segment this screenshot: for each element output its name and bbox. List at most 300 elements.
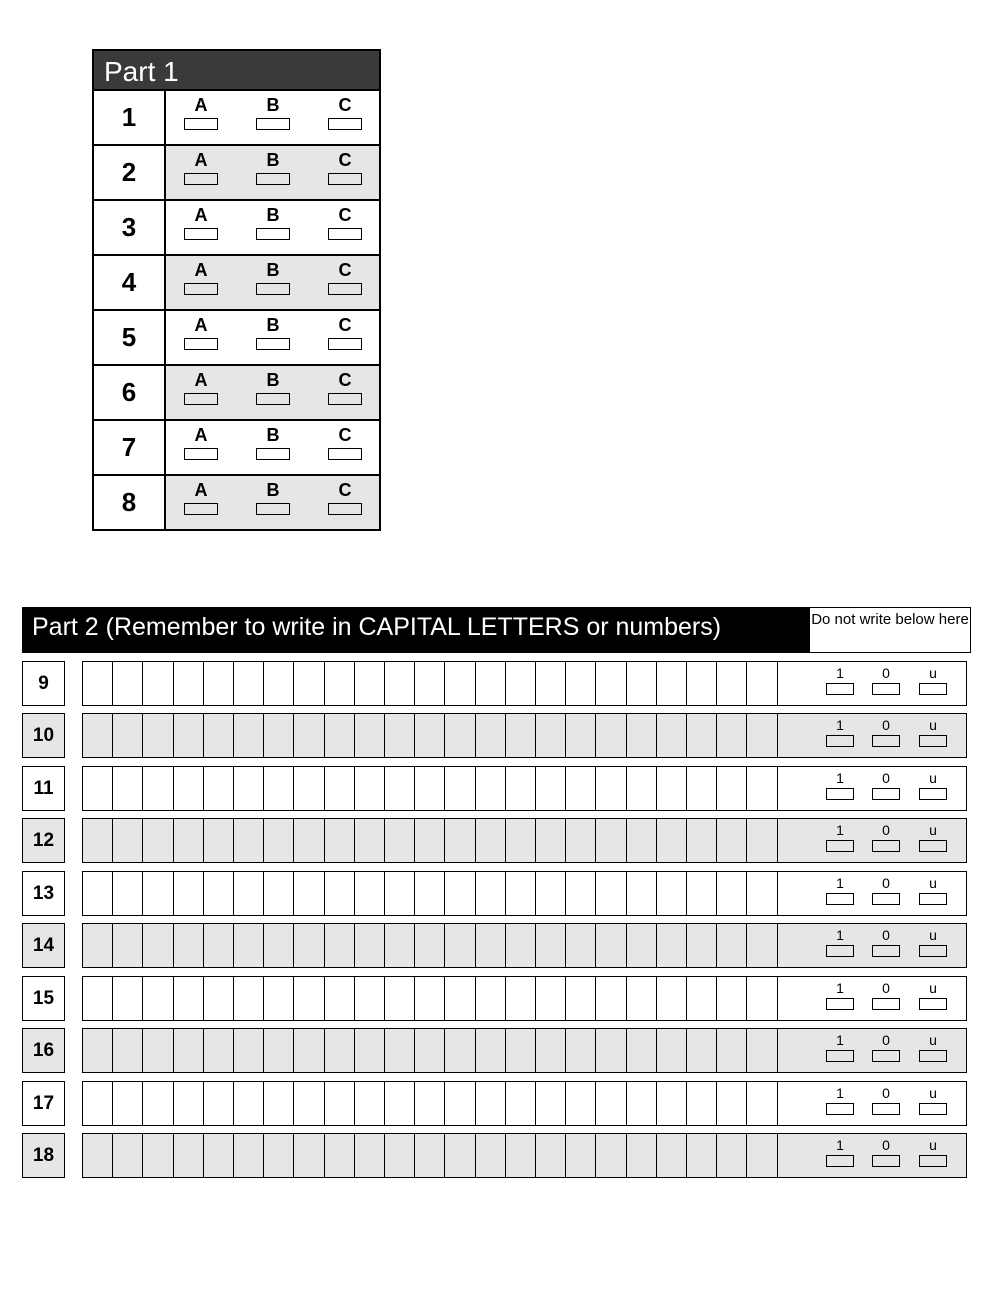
letter-box[interactable] xyxy=(83,924,113,967)
letter-box[interactable] xyxy=(445,1134,475,1177)
mark-checkbox[interactable] xyxy=(919,788,947,800)
letter-box[interactable] xyxy=(174,977,204,1020)
letter-box[interactable] xyxy=(506,872,536,915)
part1-question-row xyxy=(94,199,379,254)
letter-box[interactable] xyxy=(627,977,657,1020)
letter-box[interactable] xyxy=(174,662,204,705)
question-number: 8 xyxy=(94,476,166,529)
answer-checkbox[interactable] xyxy=(256,228,290,240)
letter-box[interactable] xyxy=(536,1029,566,1072)
mark-checkbox[interactable] xyxy=(872,735,900,747)
letter-box[interactable] xyxy=(83,1134,113,1177)
letter-box[interactable] xyxy=(415,977,445,1020)
letter-box[interactable] xyxy=(657,1029,687,1072)
letter-box[interactable] xyxy=(445,714,475,757)
mark-checkbox[interactable] xyxy=(826,998,854,1010)
letter-box[interactable] xyxy=(717,1082,747,1125)
mark-checkbox[interactable] xyxy=(872,893,900,905)
mark-checkbox[interactable] xyxy=(826,735,854,747)
letter-box[interactable] xyxy=(234,714,264,757)
answer-checkbox[interactable] xyxy=(184,448,218,460)
answer-checkbox[interactable] xyxy=(184,503,218,515)
letter-box[interactable] xyxy=(143,1082,173,1125)
mark-checkbox[interactable] xyxy=(919,945,947,957)
letter-box[interactable] xyxy=(234,1029,264,1072)
mark-checkbox[interactable] xyxy=(919,1155,947,1167)
letter-box[interactable] xyxy=(385,1082,415,1125)
answer-checkbox[interactable] xyxy=(328,118,362,130)
letter-box[interactable] xyxy=(627,662,657,705)
answer-checkbox[interactable] xyxy=(256,393,290,405)
letter-box[interactable] xyxy=(717,662,747,705)
letter-box[interactable] xyxy=(747,767,777,810)
letter-box[interactable] xyxy=(174,1134,204,1177)
letter-box[interactable] xyxy=(476,1134,506,1177)
letter-box[interactable] xyxy=(174,872,204,915)
letter-box[interactable] xyxy=(717,819,747,862)
letter-box[interactable] xyxy=(204,924,234,967)
letter-box[interactable] xyxy=(143,662,173,705)
letter-box[interactable] xyxy=(174,924,204,967)
mark-checkbox[interactable] xyxy=(872,1103,900,1115)
letter-box[interactable] xyxy=(143,1029,173,1072)
mark-checkbox[interactable] xyxy=(872,840,900,852)
letter-box[interactable] xyxy=(264,1029,294,1072)
letter-box[interactable] xyxy=(113,819,143,862)
letter-box[interactable] xyxy=(476,924,506,967)
answer-checkbox[interactable] xyxy=(184,393,218,405)
letter-box[interactable] xyxy=(294,1134,324,1177)
letter-box[interactable] xyxy=(385,1134,415,1177)
letter-box[interactable] xyxy=(717,924,747,967)
letter-box[interactable] xyxy=(385,872,415,915)
part1-answer-grid xyxy=(92,49,381,531)
letter-box[interactable] xyxy=(143,924,173,967)
letter-box[interactable] xyxy=(415,662,445,705)
letter-box[interactable] xyxy=(325,872,355,915)
letter-box[interactable] xyxy=(627,714,657,757)
letter-box[interactable] xyxy=(143,1134,173,1177)
letter-box[interactable] xyxy=(476,662,506,705)
mark-checkbox[interactable] xyxy=(826,788,854,800)
letter-box[interactable] xyxy=(445,662,475,705)
letter-box[interactable] xyxy=(204,1029,234,1072)
letter-box[interactable] xyxy=(113,924,143,967)
letter-box[interactable] xyxy=(143,714,173,757)
letter-box[interactable] xyxy=(717,767,747,810)
letter-box[interactable] xyxy=(778,662,807,705)
letter-box[interactable] xyxy=(174,1082,204,1125)
letter-box[interactable] xyxy=(566,819,596,862)
letter-box[interactable] xyxy=(113,1082,143,1125)
letter-box[interactable] xyxy=(506,819,536,862)
letter-box[interactable] xyxy=(657,767,687,810)
letter-box[interactable] xyxy=(234,1082,264,1125)
letter-box[interactable] xyxy=(204,872,234,915)
letter-box[interactable] xyxy=(113,1134,143,1177)
letter-box[interactable] xyxy=(476,1082,506,1125)
letter-box[interactable] xyxy=(294,977,324,1020)
answer-checkbox[interactable] xyxy=(256,118,290,130)
letter-box[interactable] xyxy=(325,977,355,1020)
letter-box[interactable] xyxy=(234,662,264,705)
letter-box[interactable] xyxy=(113,1029,143,1072)
letter-box[interactable] xyxy=(778,1082,807,1125)
mark-checkbox[interactable] xyxy=(919,893,947,905)
letter-box[interactable] xyxy=(264,819,294,862)
letter-box[interactable] xyxy=(355,819,385,862)
option-c xyxy=(327,480,363,515)
mark-checkbox[interactable] xyxy=(872,1155,900,1167)
answer-checkbox[interactable] xyxy=(184,228,218,240)
letter-box[interactable] xyxy=(83,767,113,810)
mark-checkbox[interactable] xyxy=(826,945,854,957)
letter-box[interactable] xyxy=(264,1134,294,1177)
letter-box[interactable] xyxy=(385,819,415,862)
letter-box[interactable] xyxy=(627,924,657,967)
letter-box[interactable] xyxy=(687,1082,717,1125)
letter-box[interactable] xyxy=(596,1029,626,1072)
letter-box[interactable] xyxy=(204,1082,234,1125)
letter-box[interactable] xyxy=(566,1082,596,1125)
letter-box[interactable] xyxy=(476,819,506,862)
letter-box[interactable] xyxy=(687,1134,717,1177)
letter-box[interactable] xyxy=(83,714,113,757)
letter-box[interactable] xyxy=(355,1082,385,1125)
letter-box[interactable] xyxy=(687,767,717,810)
letter-box[interactable] xyxy=(445,977,475,1020)
letter-box[interactable] xyxy=(778,819,807,862)
letter-box[interactable] xyxy=(415,1029,445,1072)
mark-checkbox[interactable] xyxy=(826,683,854,695)
letter-box[interactable] xyxy=(294,1082,324,1125)
letter-box[interactable] xyxy=(234,1134,264,1177)
mark-checkbox[interactable] xyxy=(919,840,947,852)
mark-checkbox[interactable] xyxy=(872,998,900,1010)
letter-box[interactable] xyxy=(113,714,143,757)
letter-box[interactable] xyxy=(113,977,143,1020)
letter-box[interactable] xyxy=(415,767,445,810)
answer-checkbox[interactable] xyxy=(328,393,362,405)
answer-checkbox[interactable] xyxy=(184,173,218,185)
letter-box[interactable] xyxy=(113,662,143,705)
letter-box[interactable] xyxy=(204,819,234,862)
letter-box[interactable] xyxy=(778,977,807,1020)
letter-box[interactable] xyxy=(687,1029,717,1072)
letter-box[interactable] xyxy=(264,767,294,810)
letter-box[interactable] xyxy=(627,872,657,915)
letter-box[interactable] xyxy=(445,1082,475,1125)
letter-box[interactable] xyxy=(264,924,294,967)
answer-checkbox[interactable] xyxy=(328,503,362,515)
letter-box[interactable] xyxy=(717,1134,747,1177)
letter-box[interactable] xyxy=(325,662,355,705)
letter-box[interactable] xyxy=(717,977,747,1020)
letter-box[interactable] xyxy=(687,714,717,757)
mark-checkbox[interactable] xyxy=(919,998,947,1010)
letter-box[interactable] xyxy=(657,1134,687,1177)
letter-box[interactable] xyxy=(596,767,626,810)
letter-box[interactable] xyxy=(566,767,596,810)
letter-box[interactable] xyxy=(596,1082,626,1125)
letter-box[interactable] xyxy=(204,977,234,1020)
letter-box[interactable] xyxy=(294,714,324,757)
answer-checkbox[interactable] xyxy=(256,503,290,515)
letter-box[interactable] xyxy=(717,872,747,915)
letter-box[interactable] xyxy=(234,924,264,967)
letter-box[interactable] xyxy=(566,662,596,705)
letter-box[interactable] xyxy=(204,714,234,757)
letter-box[interactable] xyxy=(747,977,777,1020)
letter-box[interactable] xyxy=(325,1029,355,1072)
letter-box[interactable] xyxy=(325,767,355,810)
letter-box[interactable] xyxy=(83,977,113,1020)
letter-box[interactable] xyxy=(627,1134,657,1177)
letter-box[interactable] xyxy=(325,924,355,967)
letter-box[interactable] xyxy=(294,819,324,862)
letter-box[interactable] xyxy=(385,767,415,810)
letter-box[interactable] xyxy=(355,977,385,1020)
letter-box[interactable] xyxy=(294,872,324,915)
letter-box[interactable] xyxy=(687,924,717,967)
letter-box[interactable] xyxy=(687,872,717,915)
letter-box[interactable] xyxy=(476,714,506,757)
letter-box[interactable] xyxy=(325,1134,355,1177)
letter-box[interactable] xyxy=(536,924,566,967)
letter-box[interactable] xyxy=(506,977,536,1020)
mark-checkbox[interactable] xyxy=(826,1103,854,1115)
letter-box[interactable] xyxy=(415,924,445,967)
letter-box[interactable] xyxy=(596,924,626,967)
letter-box[interactable] xyxy=(234,977,264,1020)
letter-box[interactable] xyxy=(778,714,807,757)
letter-box[interactable] xyxy=(747,662,777,705)
letter-box[interactable] xyxy=(566,1029,596,1072)
letter-box[interactable] xyxy=(747,714,777,757)
letter-box[interactable] xyxy=(657,714,687,757)
letter-box[interactable] xyxy=(415,1082,445,1125)
letter-box[interactable] xyxy=(506,1134,536,1177)
letter-box[interactable] xyxy=(657,977,687,1020)
mark-label: u xyxy=(929,1085,937,1101)
letter-box[interactable] xyxy=(445,819,475,862)
letter-box[interactable] xyxy=(174,1029,204,1072)
letter-box[interactable] xyxy=(83,1082,113,1125)
letter-box[interactable] xyxy=(596,819,626,862)
letter-box[interactable] xyxy=(174,767,204,810)
letter-box[interactable] xyxy=(325,1082,355,1125)
letter-box[interactable] xyxy=(415,819,445,862)
letter-box[interactable] xyxy=(385,924,415,967)
answer-checkbox[interactable] xyxy=(256,173,290,185)
letter-box[interactable] xyxy=(294,767,324,810)
letter-box[interactable] xyxy=(778,1029,807,1072)
letter-box[interactable] xyxy=(747,1029,777,1072)
letter-box[interactable] xyxy=(143,872,173,915)
letter-box[interactable] xyxy=(83,819,113,862)
letter-box[interactable] xyxy=(234,767,264,810)
letter-box[interactable] xyxy=(657,924,687,967)
letter-box[interactable] xyxy=(204,662,234,705)
letter-box[interactable] xyxy=(778,872,807,915)
letter-box[interactable] xyxy=(536,662,566,705)
letter-box[interactable] xyxy=(596,1134,626,1177)
letter-box[interactable] xyxy=(747,1082,777,1125)
letter-box[interactable] xyxy=(657,1082,687,1125)
mark-checkbox[interactable] xyxy=(919,735,947,747)
answer-checkbox[interactable] xyxy=(328,448,362,460)
letter-box[interactable] xyxy=(355,662,385,705)
letter-box[interactable] xyxy=(204,767,234,810)
letter-box[interactable] xyxy=(355,872,385,915)
letter-box[interactable] xyxy=(747,1134,777,1177)
letter-box[interactable] xyxy=(445,872,475,915)
mark-checkbox[interactable] xyxy=(872,788,900,800)
letter-box[interactable] xyxy=(355,1134,385,1177)
letter-box[interactable] xyxy=(657,819,687,862)
letter-box[interactable] xyxy=(264,872,294,915)
letter-box[interactable] xyxy=(445,924,475,967)
letter-box[interactable] xyxy=(687,662,717,705)
letter-box[interactable] xyxy=(627,767,657,810)
letter-box[interactable] xyxy=(566,1134,596,1177)
letter-box[interactable] xyxy=(325,714,355,757)
letter-box[interactable] xyxy=(476,977,506,1020)
letter-box[interactable] xyxy=(385,977,415,1020)
letter-box[interactable] xyxy=(778,767,807,810)
letter-box[interactable] xyxy=(687,977,717,1020)
mark-checkbox[interactable] xyxy=(826,1155,854,1167)
letter-box[interactable] xyxy=(536,767,566,810)
letter-box[interactable] xyxy=(627,1029,657,1072)
answer-checkbox[interactable] xyxy=(328,228,362,240)
letter-box[interactable] xyxy=(415,714,445,757)
letter-box[interactable] xyxy=(536,1082,566,1125)
letter-box[interactable] xyxy=(234,819,264,862)
letter-box[interactable] xyxy=(778,924,807,967)
letter-box[interactable] xyxy=(627,1082,657,1125)
letter-box[interactable] xyxy=(445,767,475,810)
letter-box[interactable] xyxy=(717,1029,747,1072)
answer-checkbox[interactable] xyxy=(256,283,290,295)
mark-checkbox[interactable] xyxy=(826,840,854,852)
letter-box[interactable] xyxy=(234,872,264,915)
letter-box[interactable] xyxy=(385,662,415,705)
letter-box[interactable] xyxy=(445,1029,475,1072)
mark-checkbox[interactable] xyxy=(919,1050,947,1062)
letter-box[interactable] xyxy=(113,872,143,915)
letter-box[interactable] xyxy=(536,714,566,757)
letter-box[interactable] xyxy=(83,872,113,915)
letter-box[interactable] xyxy=(536,977,566,1020)
letter-box[interactable] xyxy=(778,1134,807,1177)
letter-box[interactable] xyxy=(747,819,777,862)
letter-box[interactable] xyxy=(83,662,113,705)
letter-box[interactable] xyxy=(355,1029,385,1072)
letter-box[interactable] xyxy=(355,714,385,757)
letter-box[interactable] xyxy=(355,767,385,810)
letter-box[interactable] xyxy=(566,924,596,967)
letter-box[interactable] xyxy=(83,1029,113,1072)
mark-checkbox[interactable] xyxy=(872,683,900,695)
mark-checkbox[interactable] xyxy=(872,945,900,957)
letter-box[interactable] xyxy=(536,1134,566,1177)
letter-box[interactable] xyxy=(476,767,506,810)
letter-box[interactable] xyxy=(747,872,777,915)
mark-checkbox[interactable] xyxy=(919,683,947,695)
letter-box[interactable] xyxy=(506,662,536,705)
answer-checkbox[interactable] xyxy=(328,338,362,350)
answer-checkbox[interactable] xyxy=(256,448,290,460)
answer-checkbox[interactable] xyxy=(328,173,362,185)
letter-box[interactable] xyxy=(143,977,173,1020)
answer-checkbox[interactable] xyxy=(184,338,218,350)
mark-checkbox[interactable] xyxy=(826,893,854,905)
letter-box[interactable] xyxy=(143,819,173,862)
letter-box[interactable] xyxy=(174,714,204,757)
letter-box[interactable] xyxy=(506,714,536,757)
letter-box[interactable] xyxy=(476,1029,506,1072)
answer-checkbox[interactable] xyxy=(184,118,218,130)
answer-checkbox[interactable] xyxy=(184,283,218,295)
answer-checkbox[interactable] xyxy=(328,283,362,295)
letter-box[interactable] xyxy=(566,872,596,915)
letter-box[interactable] xyxy=(536,819,566,862)
letter-box[interactable] xyxy=(355,924,385,967)
letter-box[interactable] xyxy=(264,662,294,705)
letter-box[interactable] xyxy=(747,924,777,967)
mark-checkbox[interactable] xyxy=(919,1103,947,1115)
letter-box[interactable] xyxy=(174,819,204,862)
letter-box[interactable] xyxy=(415,872,445,915)
letter-box[interactable] xyxy=(657,872,687,915)
letter-box[interactable] xyxy=(294,662,324,705)
letter-box[interactable] xyxy=(264,1082,294,1125)
part2-question-row xyxy=(0,1028,1000,1073)
letter-box[interactable] xyxy=(536,872,566,915)
letter-box[interactable] xyxy=(264,977,294,1020)
letter-box[interactable] xyxy=(596,977,626,1020)
letter-box[interactable] xyxy=(294,924,324,967)
letter-box[interactable] xyxy=(143,767,173,810)
letter-box[interactable] xyxy=(687,819,717,862)
letter-box[interactable] xyxy=(506,767,536,810)
letter-box[interactable] xyxy=(294,1029,324,1072)
letter-box[interactable] xyxy=(415,1134,445,1177)
letter-box[interactable] xyxy=(596,714,626,757)
letter-box[interactable] xyxy=(476,872,506,915)
mark-checkbox[interactable] xyxy=(872,1050,900,1062)
letter-box[interactable] xyxy=(113,767,143,810)
letter-box[interactable] xyxy=(506,1082,536,1125)
letter-box[interactable] xyxy=(264,714,294,757)
letter-box[interactable] xyxy=(506,924,536,967)
mark-checkbox[interactable] xyxy=(826,1050,854,1062)
answer-checkbox[interactable] xyxy=(256,338,290,350)
letter-box[interactable] xyxy=(385,714,415,757)
letter-box[interactable] xyxy=(657,662,687,705)
letter-box[interactable] xyxy=(596,872,626,915)
letter-box[interactable] xyxy=(627,819,657,862)
letter-box[interactable] xyxy=(385,1029,415,1072)
letter-box[interactable] xyxy=(204,1134,234,1177)
letter-box[interactable] xyxy=(566,977,596,1020)
letter-box[interactable] xyxy=(596,662,626,705)
letter-box[interactable] xyxy=(325,819,355,862)
letter-box[interactable] xyxy=(566,714,596,757)
letter-box[interactable] xyxy=(717,714,747,757)
letter-box[interactable] xyxy=(506,1029,536,1072)
